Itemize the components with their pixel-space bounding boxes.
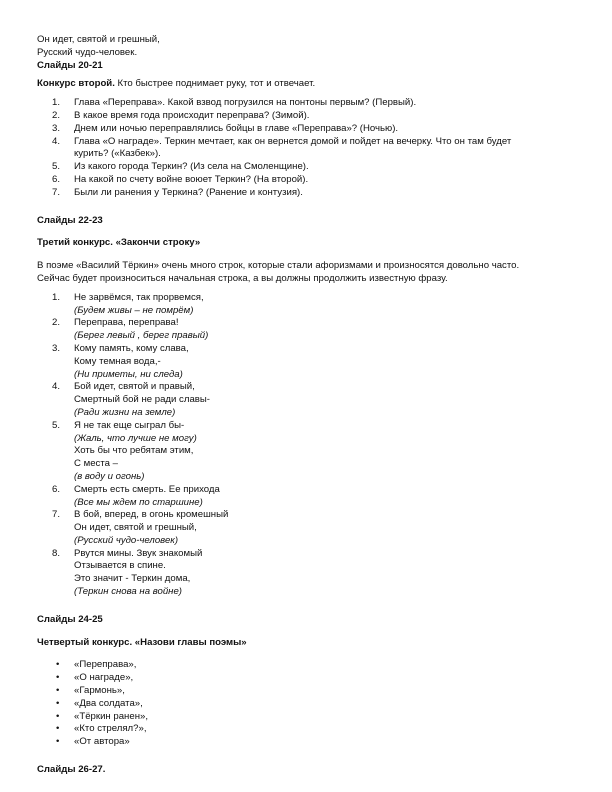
answer-line: (Будем живы – не помрём) (74, 304, 194, 316)
slides-heading-26-27: Слайды 26-27. (37, 764, 106, 776)
answer-line: (Теркин снова на войне) (74, 586, 182, 598)
verse-line: Я не так еще сыграл бы- (74, 419, 185, 431)
verse-line: Смерть есть смерть. Ее прихода (74, 483, 220, 495)
contest3-lines (37, 292, 582, 599)
contest2-question (37, 174, 582, 187)
list-number: 3. (52, 342, 61, 354)
contest4-title: Четвертый конкурс. «Назови главы поэмы» (37, 636, 247, 648)
answer-line: (Берег левый , берег правый) (74, 330, 209, 342)
contest3-item (37, 381, 582, 419)
contest3-para-line-1: В поэме «Василий Тёркин» очень много строк, которые стали афоризмами и произносятся довольно часто. (37, 260, 520, 272)
bullet-icon: • (56, 685, 60, 697)
slides-heading-22-23: Слайды 22-23 (37, 214, 103, 226)
contest2-question (37, 110, 582, 123)
chapter-name: «Гармонь», (74, 685, 125, 697)
list-number: 6. (52, 483, 61, 495)
answer-line: (Ни приметы, ни следа) (74, 368, 183, 380)
bullet-icon: • (56, 672, 60, 684)
question-text: На какой по счету войне воюет Теркин? (На второй). (74, 173, 309, 185)
contest2-question (37, 136, 582, 162)
contest2-question (37, 161, 582, 174)
contest2-question (37, 123, 582, 136)
list-number: 7. (52, 186, 61, 198)
question-text: Глава «О награде». Теркин мечтает, как он вернется домой и пойдет на вечерку. Что он там будет (74, 135, 512, 147)
verse-line: Это значит - Теркин дома, (74, 573, 191, 585)
verse-line: Бой идет, святой и правый, (74, 381, 195, 393)
list-number: 2. (52, 317, 61, 329)
verse-line: Рвутся мины. Звук знакомый (74, 547, 203, 559)
verse-line: В бой, вперед, в огонь кромешный (74, 509, 229, 521)
verse-line: Не зарвёмся, так прорвемся, (74, 291, 204, 303)
verse-line: Отзывается в спине. (74, 560, 166, 572)
answer-line: (в воду и огонь) (74, 470, 145, 482)
chapter-item (37, 723, 582, 736)
chapter-name: «Два солдата», (74, 697, 143, 709)
answer-line: (Русский чудо-человек) (74, 534, 179, 546)
bullet-icon: • (56, 659, 60, 671)
slides-heading-24-25: Слайды 24-25 (37, 613, 103, 625)
list-number: 1. (52, 291, 61, 303)
bullet-icon: • (56, 736, 60, 748)
chapter-name: «Тёркин ранен», (74, 710, 148, 722)
verse-line: С места – (74, 458, 118, 470)
contest3-item (37, 484, 582, 510)
contest3-item (37, 420, 582, 484)
question-text: Днем или ночью переправлялись бойцы в главе «Переправа»? (Ночью). (74, 122, 399, 134)
list-number: 5. (52, 419, 61, 431)
contest2-title: Конкурс второй. (37, 78, 115, 90)
list-number: 6. (52, 173, 61, 185)
contest2-question (37, 97, 582, 110)
intro-line-1: Он идет, святой и грешный, (37, 34, 160, 45)
bullet-icon: • (56, 710, 60, 722)
slides-heading-20-21: Слайды 20-21 (37, 59, 103, 71)
chapter-item (37, 736, 582, 749)
verse-line: Кому память, кому слава, (74, 342, 189, 354)
contest2-questions (37, 97, 582, 199)
intro-line-2: Русский чудо-человек. (37, 46, 138, 58)
verse-line: Кому темная вода,- (74, 355, 161, 367)
contest2-question (37, 187, 582, 200)
verse-line: Смертный бой не ради славы- (74, 394, 210, 406)
list-number: 2. (52, 109, 61, 121)
chapter-item (37, 685, 582, 698)
bullet-icon: • (56, 723, 60, 735)
contest2-heading (37, 78, 582, 91)
contest4-chapters (37, 659, 582, 749)
list-number: 4. (52, 135, 61, 147)
answer-line: (Все мы ждем по старшине) (74, 496, 203, 508)
question-text: курить? («Казбек»). (74, 148, 161, 160)
contest3-item (37, 343, 582, 381)
list-number: 1. (52, 97, 61, 109)
contest3-item (37, 548, 582, 599)
list-number: 3. (52, 122, 61, 134)
list-number: 8. (52, 547, 61, 559)
contest3-title: Третий конкурс. «Закончи строку» (37, 237, 201, 249)
question-text: Из какого города Теркин? (Из села на Смоленщине). (74, 161, 309, 173)
question-text: Глава «Переправа». Какой взвод погрузился на понтоны первым? (Первый). (74, 97, 417, 109)
answer-line: (Жаль, что лучше не могу) (74, 432, 197, 444)
verse-line: Хоть бы что ребятам этим, (74, 445, 194, 457)
contest3-item (37, 292, 582, 318)
list-number: 4. (52, 381, 61, 393)
question-text: Были ли ранения у Теркина? (Ранение и контузия). (74, 186, 303, 198)
list-number: 5. (52, 161, 61, 173)
verse-line: Он идет, святой и грешный, (74, 522, 197, 534)
contest2-desc: Кто быстрее поднимает руку, тот и отвечает. (114, 78, 316, 90)
chapter-item (37, 672, 582, 685)
list-number: 7. (52, 509, 61, 521)
chapter-name: «От автора» (74, 736, 130, 748)
chapter-item (37, 659, 582, 672)
contest3-para-line-2: Сейчас будет произноситься начальная строка, а вы должны продолжить известную фразу. (37, 272, 448, 284)
contest3-item (37, 317, 582, 343)
verse-line: Переправа, переправа! (74, 317, 179, 329)
contest3-item (37, 509, 582, 547)
document-page (37, 34, 582, 777)
answer-line: (Ради жизни на земле) (74, 406, 176, 418)
bullet-icon: • (56, 697, 60, 709)
chapter-item (37, 711, 582, 724)
question-text: В какое время года происходит переправа? (Зимой). (74, 109, 310, 121)
chapter-item (37, 698, 582, 711)
chapter-name: «О награде», (74, 672, 134, 684)
chapter-name: «Кто стрелял?», (74, 723, 147, 735)
chapter-name: «Переправа», (74, 659, 137, 671)
